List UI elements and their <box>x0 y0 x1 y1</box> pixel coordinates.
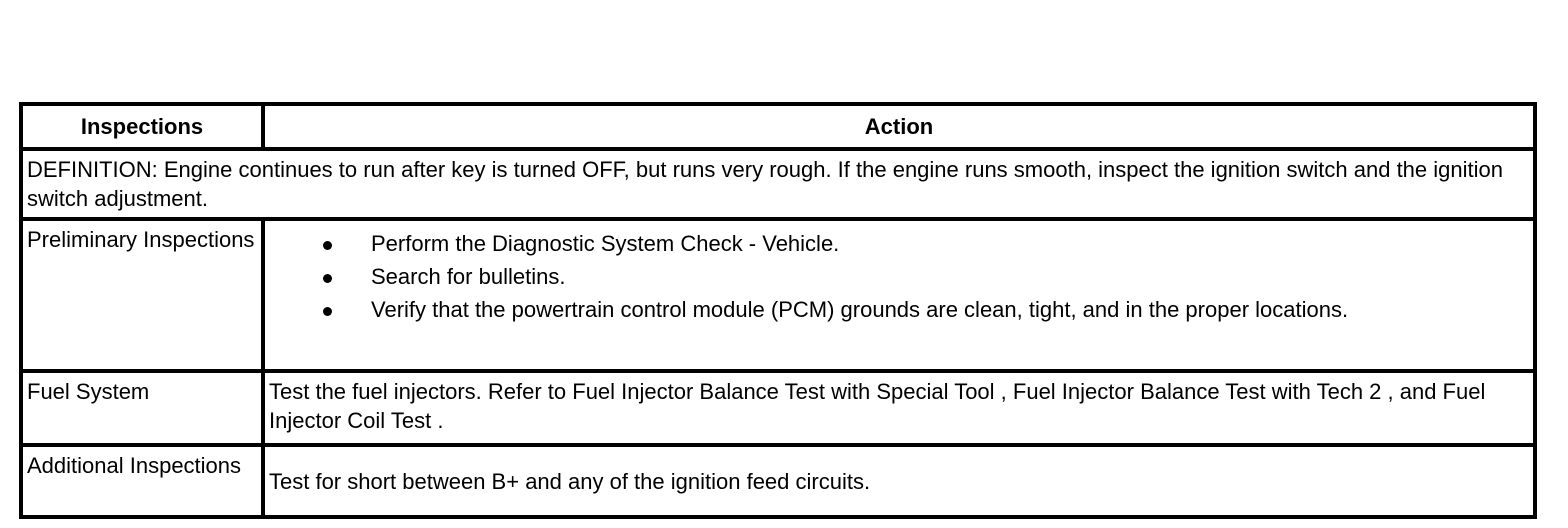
list-item <box>269 262 1529 291</box>
inspection-additional: Additional Inspections <box>21 445 263 517</box>
header-action: Action <box>263 104 1535 149</box>
header-row <box>21 104 1535 149</box>
table-row <box>21 219 1535 371</box>
inspection-fuel-system: Fuel System <box>21 371 263 445</box>
table-row <box>21 371 1535 445</box>
action-fuel-system: Test the fuel injectors. Refer to Fuel Injector Balance Test with Special Tool , Fuel Injector Balance Test with Tech 2 , and Fuel Injector Coil Test . <box>263 371 1535 445</box>
diagnostic-table <box>19 102 1537 519</box>
bullet-text: Verify that the powertrain control module (PCM) grounds are clean, tight, and in the proper locations. <box>371 297 1349 322</box>
header-inspections: Inspections <box>21 104 263 149</box>
list-item <box>269 295 1529 324</box>
inspection-preliminary: Preliminary Inspections <box>21 219 263 371</box>
bullet-icon <box>323 241 332 250</box>
bullet-text: Perform the Diagnostic System Check - Vehicle. <box>371 231 840 256</box>
definition-text: DEFINITION: Engine continues to run after key is turned OFF, but runs very rough. If the engine runs smooth, inspect the ignition switch and the ignition switch adjustment. <box>21 149 1535 219</box>
bullet-icon <box>323 274 332 283</box>
action-additional: Test for short between B+ and any of the ignition feed circuits. <box>263 445 1535 517</box>
definition-row <box>21 149 1535 219</box>
list-item <box>269 229 1529 258</box>
bullet-text: Search for bulletins. <box>371 264 566 289</box>
table-row <box>21 445 1535 517</box>
bullet-list <box>269 229 1529 324</box>
action-preliminary <box>263 219 1535 371</box>
bullet-icon <box>323 307 332 316</box>
